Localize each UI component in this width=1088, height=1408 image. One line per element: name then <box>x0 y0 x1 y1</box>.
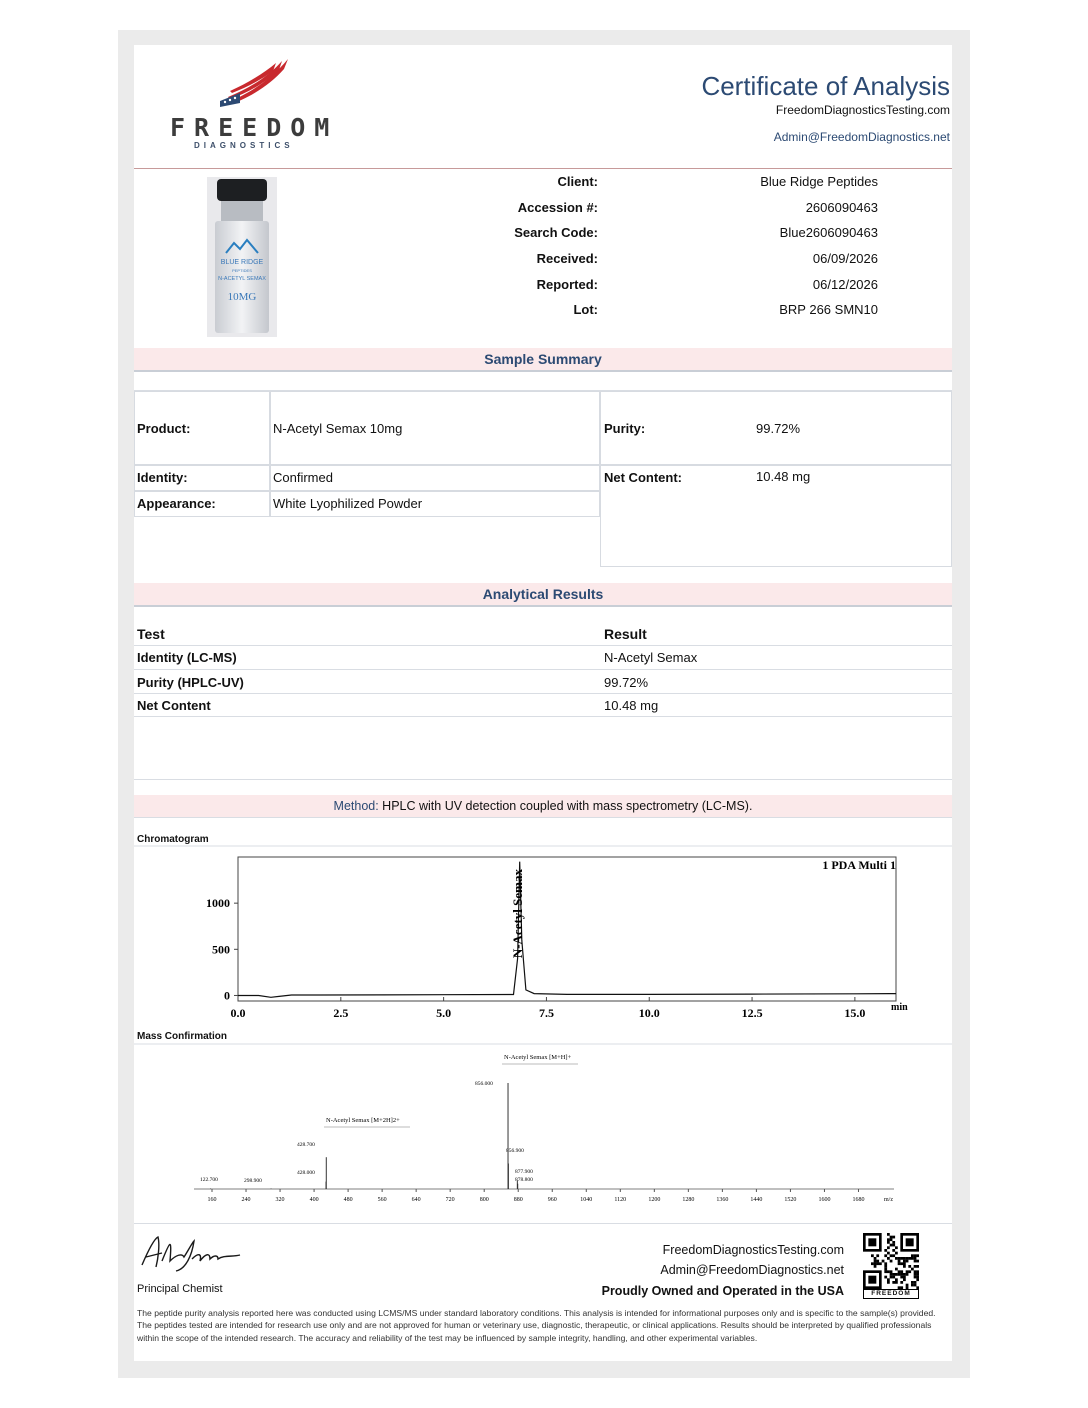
mass-x-tick-label: 720 <box>445 1197 455 1203</box>
footer-tagline: Proudly Owned and Operated in the USA <box>601 1284 844 1298</box>
mass-x-tick-label: 1280 <box>682 1197 695 1203</box>
result-test: Net Content <box>137 698 211 713</box>
x-tick-label: 10.0 <box>638 1006 660 1020</box>
result-test: Purity (HPLC-UV) <box>137 675 244 690</box>
m2h-peak-label: N-Acetyl Semax [M+2H]2+ <box>326 1117 400 1124</box>
method-label: Method: <box>333 799 379 813</box>
info-value: 2606090463 <box>805 200 878 215</box>
result-value: N-Acetyl Semax <box>604 650 698 665</box>
mass-x-tick-label: 560 <box>377 1197 387 1203</box>
signature-icon <box>136 1231 246 1275</box>
info-label: Reported: <box>536 277 598 292</box>
purity-value: 99.72% <box>756 421 801 436</box>
purity-label: Purity: <box>604 421 646 436</box>
product-label: Product: <box>137 421 191 436</box>
result-value: 99.72% <box>604 675 649 690</box>
flag-logo-icon <box>218 55 293 107</box>
logo-subtitle: DIAGNOSTICS <box>194 141 294 150</box>
row-divider <box>134 645 952 646</box>
net-content-label: Net Content: <box>604 470 682 485</box>
method-text: HPLC with UV detection coupled with mass spectrometry (LC-MS). <box>378 799 753 813</box>
mass-x-tick-label: 1200 <box>648 1197 661 1203</box>
mass-x-tick-label: 240 <box>241 1197 251 1203</box>
col-header-result: Result <box>604 626 647 642</box>
mass-label: 428.700 <box>297 1142 315 1148</box>
info-label: Lot: <box>573 302 598 317</box>
mass-label: 856.000 <box>475 1081 493 1087</box>
mass-x-tick-label: 880 <box>513 1197 523 1203</box>
y-tick-label: 1000 <box>206 896 230 911</box>
info-label: Search Code: <box>514 225 598 240</box>
header-divider <box>134 168 952 169</box>
info-label: Accession #: <box>517 200 598 215</box>
vial-brand: BLUE RIDGE <box>220 259 264 266</box>
vial-product: N-ACETYL SEMAX <box>218 276 266 282</box>
document-title: Certificate of Analysis <box>701 71 950 101</box>
product-value: N-Acetyl Semax 10mg <box>273 421 403 436</box>
info-value: BRP 266 SMN10 <box>779 302 878 317</box>
mass-x-tick-label: 640 <box>411 1197 421 1203</box>
logo-wordmark: FREEDOM <box>170 113 339 142</box>
x-tick-label: 0.0 <box>230 1006 246 1020</box>
info-value: Blue2606090463 <box>779 225 878 240</box>
section-divider <box>134 370 952 372</box>
mass-x-tick-label: 480 <box>343 1197 353 1203</box>
disclaimer-text: The peptide purity analysis reported here was conducted using LCMS/MS under standard laboratory conditions. This analysis is intended for informational purposes only and is specific to the sample(s) provided. The peptides tested are intended for research use only and are not approved for human or veterinary use, diagnostic, therapeutic, or clinical applications. Results should be interpreted by qualified professionals within the scope of the intended research. The accuracy and reliability of the test may be influenced by sample integrity, handling, and other experimental variables. <box>137 1308 936 1343</box>
chromatogram-series-line <box>238 862 896 998</box>
info-value: Blue Ridge Peptides <box>760 174 878 189</box>
mass-x-tick-label: 1360 <box>716 1197 729 1203</box>
mass-x-tick-label: 400 <box>309 1197 319 1203</box>
signer-title: Principal Chemist <box>137 1283 223 1295</box>
row-divider <box>134 817 952 818</box>
mass-x-tick-label: 1440 <box>750 1197 763 1203</box>
chromatogram-x-unit: min <box>891 1002 908 1013</box>
mass-label: 428.000 <box>297 1170 315 1176</box>
x-tick-label: 15.0 <box>844 1006 866 1020</box>
mass-x-unit: m/z <box>884 1197 893 1203</box>
mass-label: 878.800 <box>515 1177 533 1183</box>
chromatogram-legend: 1 PDA Multi 1 <box>822 858 896 872</box>
row-divider <box>134 669 952 670</box>
y-tick-label: 0 <box>224 988 230 1003</box>
mass-x-tick-label: 160 <box>207 1197 217 1203</box>
section-divider <box>134 605 952 607</box>
header-email[interactable]: Admin@FreedomDiagnostics.net <box>773 130 950 144</box>
vial-brand-sub: PEPTIDES <box>232 268 252 273</box>
identity-label: Identity: <box>137 470 188 485</box>
mass-x-tick-label: 1520 <box>784 1197 797 1203</box>
chromatogram-chart <box>134 845 952 1025</box>
result-test: Identity (LC-MS) <box>137 650 237 665</box>
vial-photo <box>207 177 277 337</box>
chromatogram-title: Chromatogram <box>137 834 209 845</box>
mass-x-tick-label: 1120 <box>614 1197 627 1203</box>
mass-x-tick-label: 320 <box>275 1197 285 1203</box>
identity-value: Confirmed <box>273 470 333 485</box>
row-divider <box>134 716 952 717</box>
info-value: 06/12/2026 <box>812 277 878 292</box>
mass-x-tick-label: 800 <box>479 1197 489 1203</box>
qr-code-icon <box>863 1233 919 1299</box>
method-note <box>134 795 952 817</box>
certificate-page <box>134 45 952 1361</box>
info-value: 06/09/2026 <box>812 251 878 266</box>
mass-x-tick-label: 1600 <box>818 1197 831 1203</box>
chromatogram-peak-label: N-Acetyl Semax <box>510 869 525 959</box>
row-divider <box>134 693 952 694</box>
x-tick-label: 12.5 <box>741 1006 763 1020</box>
x-tick-label: 5.0 <box>436 1006 452 1020</box>
qr-label: FREEDOM <box>863 1289 919 1299</box>
analytical-results-heading: Analytical Results <box>134 583 952 605</box>
footer-website[interactable]: FreedomDiagnosticsTesting.com <box>662 1243 844 1257</box>
footer-email[interactable]: Admin@FreedomDiagnostics.net <box>660 1263 844 1277</box>
mountain-icon <box>225 237 259 255</box>
appearance-label: Appearance: <box>137 496 216 511</box>
sample-summary-heading: Sample Summary <box>134 348 952 370</box>
info-label: Client: <box>557 174 598 189</box>
mass-label: 856.900 <box>506 1148 524 1154</box>
info-label: Received: <box>536 251 598 266</box>
result-value: 10.48 mg <box>604 698 659 713</box>
x-tick-label: 2.5 <box>333 1006 349 1020</box>
mh-peak-label: N-Acetyl Semax [M+H]+ <box>504 1054 572 1061</box>
x-tick-label: 7.5 <box>538 1006 554 1020</box>
row-divider <box>134 779 952 780</box>
appearance-value: White Lyophilized Powder <box>273 496 423 511</box>
mass-label: 298.900 <box>244 1178 262 1184</box>
mass-label: 877.900 <box>515 1169 533 1175</box>
vial-dose: 10MG <box>227 291 257 303</box>
mass-spectrum-chart <box>134 1043 952 1213</box>
net-content-value: 10.48 mg <box>756 469 811 484</box>
mass-confirmation-title: Mass Confirmation <box>137 1031 228 1042</box>
footer-divider <box>134 1223 952 1224</box>
mass-x-tick-label: 1680 <box>852 1197 865 1203</box>
col-header-test: Test <box>137 626 165 642</box>
mass-label: 122.700 <box>200 1177 218 1183</box>
mass-x-tick-label: 960 <box>547 1197 557 1203</box>
y-tick-label: 500 <box>212 942 230 957</box>
mass-x-tick-label: 1040 <box>580 1197 593 1203</box>
header-website[interactable]: FreedomDiagnosticsTesting.com <box>775 103 950 117</box>
